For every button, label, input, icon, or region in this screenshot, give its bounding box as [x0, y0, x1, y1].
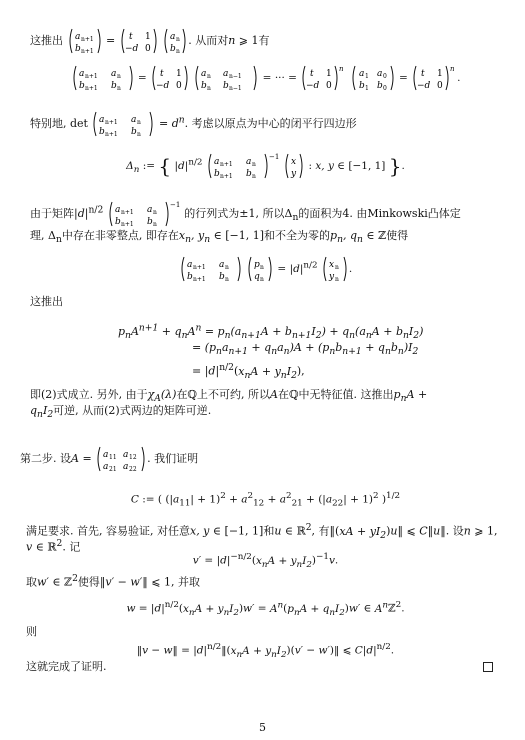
matrix-A [95, 445, 147, 473]
equation-delta-n: $\Delta_n$ := { $|d|^{n/2}$ a n+1 a n b n+1 b n −1 x y : x, y ∈ [−1, 1] }. [126, 153, 405, 180]
equation-line-11: = $|d|^{n/2}(x_nA + y_nI_2)$, [192, 362, 305, 381]
svg-text:n+1: n+1 [105, 119, 119, 126]
svg-text:−1: −1 [268, 153, 280, 161]
svg-text:n+1: n+1 [120, 209, 134, 216]
svg-text:x: x [291, 157, 297, 167]
svg-text:a: a [170, 32, 176, 42]
svg-text:n: n [334, 264, 339, 271]
svg-text:n+1: n+1 [80, 48, 94, 55]
vector-a-b-n1 [67, 27, 103, 55]
matrix-inverse [206, 152, 280, 180]
svg-text:n: n [260, 276, 264, 283]
svg-text:1: 1 [437, 69, 443, 79]
svg-text:b: b [245, 169, 252, 179]
svg-text:b: b [74, 44, 81, 54]
text-line-3: 特别地, det a n+1 a n b n+1 b n = $d^n$. 考虑以原点为中心的闭平行四边形 [30, 110, 501, 138]
svg-text:n: n [224, 276, 229, 283]
svg-text:a: a [358, 69, 365, 79]
text-line-5: 由于矩阵$|d|^{n/2}$ a n+1 a n b n+1 b n −1 的行列式为±1, 所以$\Delta_n$的面积为4. 由Minkowski凸体定 [30, 201, 461, 228]
svg-text:1: 1 [364, 85, 369, 92]
equation-line-9: $p_nA^{n+1} + q_nA^n = p_n(a_{n+1}A + b_{n+1}I_2) + q_n(a_nA + b_nI_2)$ [118, 322, 424, 341]
svg-text:x: x [328, 260, 334, 270]
matrix-a1-b1 [350, 64, 396, 92]
svg-text:n+1: n+1 [219, 161, 233, 168]
qed-square [483, 662, 493, 672]
svg-text:n+1: n+1 [219, 173, 233, 180]
svg-text:n: n [176, 36, 181, 43]
svg-text:n: n [224, 264, 229, 271]
svg-text:t: t [128, 32, 133, 42]
svg-text:b: b [170, 44, 176, 54]
equation-minkowski: a n+1 a n b n+1 b n p n q n = $|d|^{n/2}$ x n y n . [30, 255, 501, 283]
text-line-14: 第二步. 设A = a 11 a 12 a 21 a 22 . 我们证明 [20, 445, 501, 473]
svg-text:1: 1 [364, 73, 369, 80]
svg-text:a: a [114, 205, 121, 215]
svg-text:0: 0 [437, 81, 443, 91]
svg-text:a: a [186, 260, 193, 270]
matrix-power-n-2 [411, 64, 457, 92]
matrix-t-1-b [150, 64, 190, 92]
svg-text:a: a [223, 69, 229, 79]
svg-text:b: b [78, 81, 85, 91]
svg-text:n: n [450, 65, 455, 73]
svg-text:11: 11 [109, 454, 117, 461]
svg-text:y: y [291, 169, 297, 179]
equation-matrix-power: a n+1 a n b n+1 b n = t 1 −d 0 a n a n−1 b n b n−1 = ··· = t 1 −d 0 n a 1 a 0 b 1 b 0 = t 1 −d 0 n . [30, 64, 501, 92]
svg-text:0: 0 [382, 85, 387, 92]
matrix-a-b-3 [179, 255, 243, 283]
equation-v-minus-w: ‖v − w‖ = $|d|^{n/2}‖(x_nA + y_nI_2)(v'$ − w′)‖ ⩽ $C|d|^{n/2}$. [136, 642, 395, 660]
svg-text:−d: −d [417, 81, 431, 91]
svg-text:12: 12 [129, 454, 137, 461]
text-line-23: 这就完成了证明. [26, 660, 107, 673]
svg-text:n: n [152, 221, 157, 228]
vector-a-b-n [162, 27, 188, 55]
text-line-6: 理, $\Delta_n$中存在非零整点, 即存在$x_n$, $y_n$ ∈ [−1, 1]和不全为零的$p_n$, $q_n$ ∈ ℤ使得 [30, 229, 409, 246]
equation-C: C := ( $(|a_{11}| + 1)^2 + a^2_{12} + a^2_{21} + (|a_{22}| + 1)^2$ )$^{1/2}$ [130, 491, 401, 509]
svg-text:n: n [137, 131, 142, 138]
svg-text:b: b [218, 272, 225, 282]
equation-w: $w = |d|^{n/2}(x_nA + y_nI_2)w' = A^n(p_nA + q_nI_2)w'$ ∈ $A^nℤ^2$. [126, 600, 405, 618]
svg-text:b: b [223, 81, 230, 91]
svg-text:n: n [334, 276, 339, 283]
svg-text:n: n [116, 85, 121, 92]
matrix-inverse-2 [107, 200, 181, 228]
svg-text:a: a [218, 260, 225, 270]
svg-text:n+1: n+1 [84, 85, 98, 92]
matrix-a-b [71, 64, 135, 92]
svg-text:−d: −d [124, 44, 139, 54]
svg-text:a: a [110, 69, 116, 79]
svg-text:n−1: n−1 [229, 85, 243, 92]
svg-text:a: a [213, 157, 220, 167]
svg-text:n: n [251, 173, 256, 180]
text-line-13: $q_nI_2$可逆, 从而(2)式两边的矩阵可逆. [30, 404, 212, 421]
matrix-a-b-prev [193, 64, 259, 92]
svg-text:b: b [201, 81, 208, 91]
svg-text:a: a [123, 462, 129, 472]
svg-text:b: b [376, 81, 383, 91]
svg-text:n: n [339, 65, 344, 73]
svg-text:n+1: n+1 [105, 131, 119, 138]
text-line-1: 这推出 a n+1 b n+1 = t 1 −d 0 a n b n . 从而对n ⩾ 1有 [30, 27, 501, 55]
matrix-power-n [300, 64, 346, 92]
svg-text:a: a [99, 115, 105, 125]
text-line-17: v ∈ ℝ$^2$. 记 [26, 538, 81, 554]
svg-text:n+1: n+1 [80, 36, 94, 43]
svg-text:n: n [176, 48, 181, 55]
svg-text:b: b [114, 217, 121, 227]
svg-text:a: a [131, 115, 137, 125]
svg-text:b: b [99, 127, 106, 137]
svg-text:q: q [254, 272, 260, 282]
svg-text:b: b [146, 217, 153, 227]
text-line-12: 即(2)式成立. 另外, 由于$\chi_A(\lambda)$在ℚ上不可约, 所以A在ℚ中无特征值. 这推出$p_nA$ + [30, 388, 428, 405]
vector-p-q [246, 255, 274, 283]
svg-text:1: 1 [176, 69, 182, 79]
svg-text:1: 1 [326, 69, 333, 79]
svg-text:22: 22 [129, 466, 137, 473]
svg-text:a: a [103, 462, 109, 472]
svg-text:−d: −d [156, 81, 170, 91]
svg-text:1: 1 [144, 32, 151, 42]
svg-text:n+1: n+1 [192, 276, 206, 283]
svg-text:y: y [328, 272, 334, 282]
svg-text:a: a [201, 69, 207, 79]
svg-text:t: t [160, 69, 164, 79]
svg-text:−1: −1 [169, 201, 181, 209]
svg-text:b: b [186, 272, 193, 282]
svg-text:b: b [110, 81, 117, 91]
text-line-21: 则 [26, 625, 37, 638]
svg-text:a: a [376, 69, 383, 79]
vector-x-y [283, 152, 305, 180]
svg-text:n: n [207, 73, 212, 80]
svg-text:0: 0 [326, 81, 333, 91]
svg-text:−d: −d [306, 81, 320, 91]
svg-text:t: t [421, 69, 425, 79]
svg-text:0: 0 [176, 81, 182, 91]
svg-text:n+1: n+1 [120, 221, 134, 228]
svg-text:n−1: n−1 [229, 73, 243, 80]
svg-text:0: 0 [382, 73, 387, 80]
vector-xn-yn [321, 255, 349, 283]
matrix-t-1 [119, 27, 159, 55]
svg-text:n: n [251, 161, 256, 168]
equation-v-prime: $v' = |d|^{-n/2}(x_nA + y_nI_2)^{-1}v$. [192, 552, 339, 570]
svg-text:a: a [123, 450, 129, 460]
svg-text:n: n [260, 264, 264, 271]
svg-text:b: b [358, 81, 365, 91]
svg-text:t: t [310, 69, 314, 79]
svg-text:p: p [254, 260, 260, 270]
text-line-16: 满足要求. 首先, 容易验证, 对任意x, y ∈ [−1, 1]和u ∈ ℝ$^2$, 有‖(xA + $yI_2)u‖$ ⩽ C‖u‖. 设n ⩾ 1, [26, 522, 498, 541]
svg-text:a: a [245, 157, 252, 167]
matrix-det [91, 110, 155, 138]
svg-text:n: n [116, 73, 121, 80]
svg-text:a: a [78, 69, 84, 79]
equation-line-10: = $(p_na_{n+1} + q_na_n)A + (p_nb_{n+1} + q_nb_n)I_2$ [192, 341, 419, 358]
svg-text:21: 21 [109, 466, 117, 473]
svg-text:a: a [74, 32, 80, 42]
text-line-19: 取w′ ∈ ℤ$^2$使得‖v′ − w′‖ ⩽ 1, 并取 [26, 573, 200, 589]
svg-text:n: n [207, 85, 212, 92]
svg-text:0: 0 [144, 44, 151, 54]
svg-text:n: n [152, 209, 157, 216]
svg-text:b: b [131, 127, 138, 137]
svg-text:n+1: n+1 [84, 73, 98, 80]
svg-text:n: n [137, 119, 142, 126]
svg-text:a: a [146, 205, 153, 215]
svg-text:b: b [213, 169, 220, 179]
text-line-8: 这推出 [30, 295, 63, 308]
page-number: 5 [259, 721, 266, 734]
svg-text:n+1: n+1 [192, 264, 206, 271]
svg-text:a: a [103, 450, 109, 460]
